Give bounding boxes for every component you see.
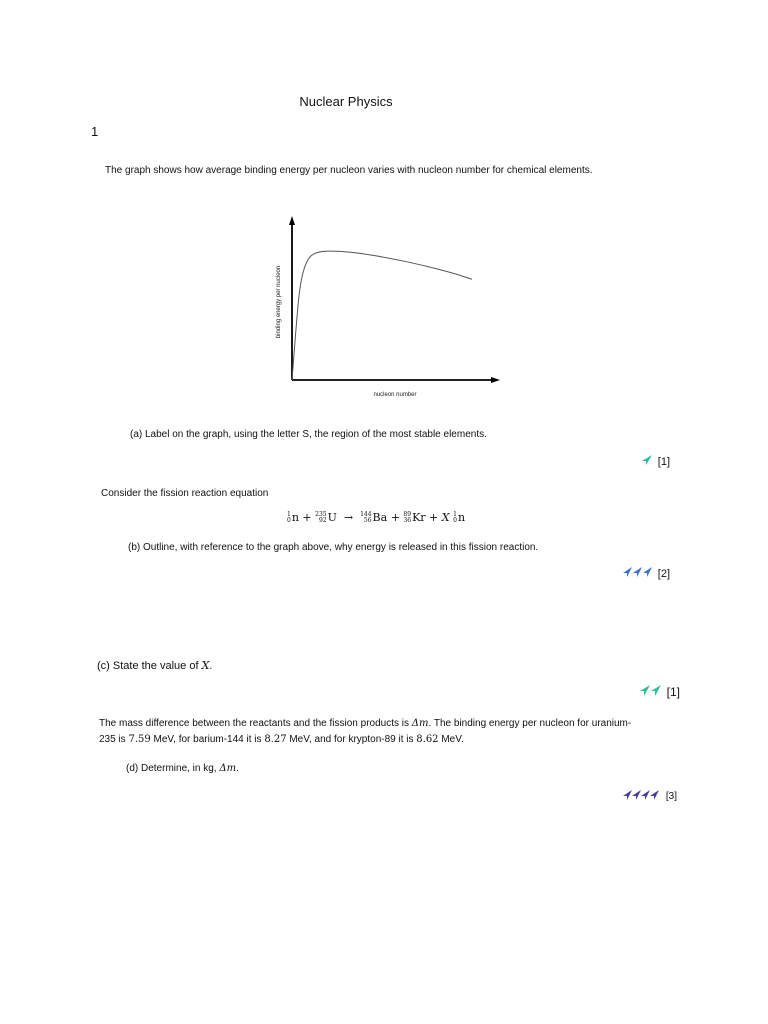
difficulty-icon [640, 685, 662, 699]
variable-x: X [201, 659, 210, 672]
barium-symbol: Ba [372, 511, 388, 524]
krypton-mass-number: 89 [403, 511, 412, 518]
plus-sign: + [302, 511, 312, 524]
question-c-text [97, 659, 212, 672]
marks-label: [1] [657, 455, 670, 468]
mass-difference-line-2 [99, 734, 464, 745]
question-number: 1 [91, 124, 99, 139]
neutron-symbol: n [291, 511, 299, 524]
x-axis-arrow-icon [491, 377, 500, 383]
krypton-charge-number: 36 [403, 517, 412, 524]
text: MeV. [438, 734, 464, 745]
text: The mass difference between the reactants and the fission products is [99, 718, 412, 729]
question-c-label: (c) State the value of [97, 660, 202, 672]
binding-energy-graph [268, 210, 508, 405]
uranium-symbol: U [327, 511, 337, 524]
uranium-charge-number: 92 [318, 517, 327, 524]
text: 235 is [99, 734, 129, 745]
question-d-label: (d) Determine, in kg, [126, 763, 220, 774]
graph-axes [289, 216, 500, 383]
question-a-marks [641, 455, 670, 468]
marks-label: [3] [665, 791, 677, 802]
marks-label: [2] [657, 567, 670, 580]
uranium-value: 7.59 [128, 734, 151, 745]
barium-mass-number: 144 [360, 511, 372, 518]
page-title: Nuclear Physics [299, 94, 393, 109]
question-c-marks [640, 685, 680, 699]
neutron-charge-number: 0 [453, 517, 457, 524]
mass-difference-line-1 [99, 718, 631, 729]
plus-sign: + [429, 511, 439, 524]
x-axis-label: nucleon number [373, 392, 417, 398]
plus-sign: + [390, 511, 400, 524]
text: . The binding energy per nucleon for uranium- [428, 718, 632, 729]
difficulty-icon [623, 790, 661, 803]
marks-label: [1] [666, 685, 680, 699]
question-b-marks [623, 567, 670, 580]
question-b-text: (b) Outline, with reference to the graph above, why energy is released in this fission reaction. [128, 542, 539, 553]
neutron-mass-number: 1 [453, 511, 457, 518]
binding-energy-curve [292, 251, 472, 380]
difficulty-icon [623, 567, 653, 580]
text: MeV, for barium-144 it is [150, 734, 265, 745]
fission-equation [287, 511, 465, 524]
delta-m: Δm [219, 763, 237, 774]
consider-text: Consider the fission reaction equation [101, 488, 269, 499]
y-axis-arrow-icon [289, 216, 295, 225]
delta-m: Δm [411, 718, 429, 729]
neutron-charge-number: 0 [287, 517, 291, 524]
reaction-arrow: → [343, 511, 354, 524]
question-d-marks [623, 790, 677, 803]
question-d-text [126, 763, 239, 774]
uranium-mass-number: 235 [315, 511, 327, 518]
text: MeV, and for krypton-89 it is [286, 734, 417, 745]
neutron-mass-number: 1 [287, 511, 291, 518]
krypton-symbol: Kr [412, 511, 426, 524]
barium-charge-number: 56 [363, 517, 372, 524]
neutron-symbol: n [457, 511, 466, 524]
intro-text: The graph shows how average binding energy per nucleon varies with nucleon number for chemical elements. [105, 165, 593, 176]
period: . [236, 763, 239, 774]
unknown-x: X [441, 511, 450, 524]
y-axis-label: binding energy per nucleon [276, 265, 282, 339]
question-a-text: (a) Label on the graph, using the letter S, the region of the most stable elements. [130, 429, 487, 440]
krypton-value: 8.62 [416, 734, 439, 745]
period: . [209, 660, 213, 672]
difficulty-icon [641, 455, 653, 468]
barium-value: 8.27 [264, 734, 287, 745]
